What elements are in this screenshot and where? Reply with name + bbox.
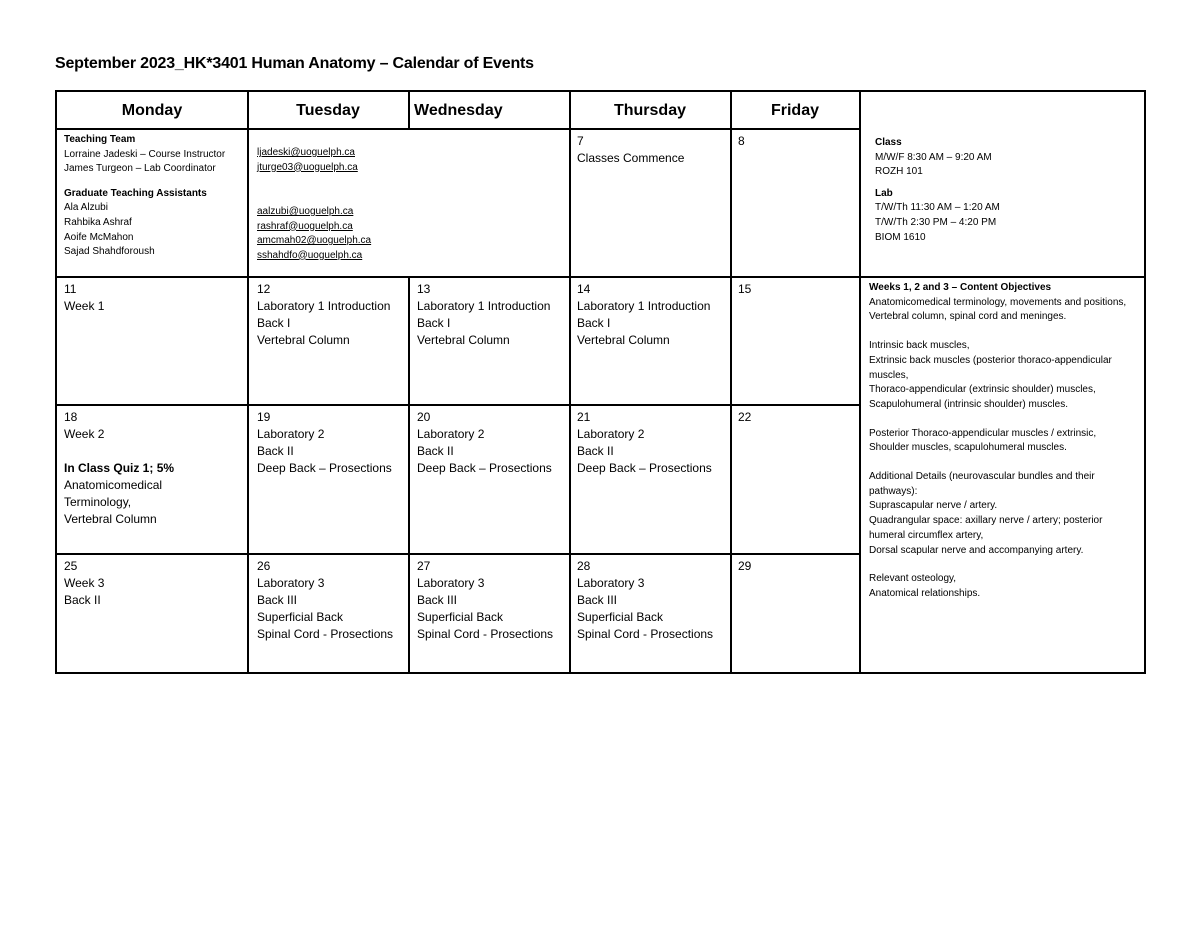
lab-heading: Lab (875, 187, 893, 199)
day-cell (251, 278, 408, 352)
gta-member: Rahbika Ashraf (64, 216, 132, 228)
date-number: 22 (738, 410, 752, 424)
objective-text: Anatomical relationships. (869, 587, 981, 599)
calendar-table (55, 90, 1146, 674)
event-text: Laboratory 1 Introduction (417, 299, 551, 313)
date-number: 14 (577, 282, 591, 296)
email-link[interactable]: jturge03@uoguelph.ca (257, 161, 358, 173)
quiz-text: In Class Quiz 1; 5% (64, 461, 175, 475)
gta-member: Sajad Shahdforoush (64, 246, 155, 258)
objective-text: Dorsal scapular nerve and accompanying artery. (869, 544, 1084, 556)
date-number: 29 (738, 559, 752, 573)
page-title: September 2023_HK*3401 Human Anatomy – Calendar of Events (55, 55, 534, 72)
event-text: Superficial Back (257, 610, 344, 624)
event-text: Laboratory 2 (417, 427, 485, 441)
date-number: 28 (577, 559, 591, 573)
event-text: Laboratory 1 Introduction (577, 299, 711, 313)
event-text: Classes Commence (577, 151, 685, 165)
event-text: Week 1 (64, 299, 105, 313)
event-text: Superficial Back (577, 610, 664, 624)
team-member: James Turgeon – Lab Coordinator (64, 163, 216, 175)
lab-time: T/W/Th 2:30 PM – 4:20 PM (875, 216, 997, 228)
event-text: Deep Back – Prosections (577, 461, 712, 475)
date-number: 12 (257, 282, 271, 296)
event-text: Deep Back – Prosections (417, 461, 552, 475)
team-heading: Teaching Team (64, 134, 136, 145)
event-text: Back II (417, 444, 454, 458)
event-text: Back II (577, 444, 614, 458)
event-text: Terminology, (64, 495, 132, 509)
event-text: Superficial Back (417, 610, 504, 624)
event-text: Vertebral Column (577, 333, 670, 347)
header-monday: Monday (121, 102, 183, 119)
email-link[interactable]: sshahdfo@uoguelph.ca (257, 249, 363, 261)
event-text: Back I (257, 316, 291, 330)
grid-line (730, 92, 732, 672)
objective-text: Quadrangular space: axillary nerve / artery; posterior humeral circumflex artery, (869, 515, 1103, 541)
day-cell (732, 406, 859, 429)
day-cell (732, 130, 859, 153)
event-text: Back III (417, 593, 458, 607)
event-text: Laboratory 2 (577, 427, 645, 441)
event-text: Laboratory 3 (257, 576, 325, 590)
objective-text: Scapulohumeral (intrinsic shoulder) muscles. (869, 398, 1068, 410)
class-heading: Class (875, 137, 902, 148)
date-number: 18 (64, 410, 78, 424)
objective-text: Thoraco-appendicular (extrinsic shoulder) muscles, (869, 384, 1096, 396)
header-tuesday: Tuesday (296, 102, 360, 119)
event-text: Vertebral Column (417, 333, 510, 347)
header-thursday: Thursday (613, 102, 686, 119)
event-text: Spinal Cord - Prosections (417, 627, 554, 641)
gta-member: Aoife McMahon (64, 231, 134, 243)
emails-cell (251, 130, 569, 276)
day-cell (732, 278, 859, 301)
date-number: 7 (577, 134, 584, 148)
event-text: Back I (417, 316, 451, 330)
day-cell (251, 406, 408, 480)
day-cell (411, 278, 569, 352)
gta-member: Ala Alzubi (64, 202, 108, 214)
event-text: Laboratory 3 (417, 576, 485, 590)
event-text: Week 2 (64, 427, 105, 441)
event-text: Spinal Cord - Prosections (577, 627, 714, 641)
event-text: Back II (64, 593, 101, 607)
day-cell (411, 555, 569, 646)
objective-text: Relevant osteology, (869, 573, 957, 585)
event-text: Week 3 (64, 576, 105, 590)
email-link[interactable]: amcmah02@uoguelph.ca (257, 235, 372, 246)
event-text: Anatomicomedical (64, 478, 163, 492)
date-number: 27 (417, 559, 431, 573)
event-text: Spinal Cord - Prosections (257, 627, 394, 641)
objective-text: Shoulder muscles, scapulohumeral muscles. (869, 442, 1067, 454)
email-link[interactable]: rashraf@uoguelph.ca (257, 220, 353, 232)
grid-line (408, 276, 410, 672)
objective-text: Vertebral column, spinal cord and meninges. (869, 311, 1067, 323)
email-link[interactable]: ljadeski@uoguelph.ca (257, 147, 355, 158)
date-number: 15 (738, 282, 752, 296)
content-objectives-cell (861, 278, 1146, 605)
day-cell (251, 555, 408, 646)
date-number: 20 (417, 410, 431, 424)
event-text: Back I (577, 316, 611, 330)
grid-line (247, 92, 249, 672)
objective-text: Additional Details (neurovascular bundles and their pathways): (869, 471, 1095, 497)
event-text: Laboratory 2 (257, 427, 325, 441)
day-cell (58, 555, 247, 612)
event-text: Deep Back – Prosections (257, 461, 392, 475)
event-text: Laboratory 1 Introduction (257, 299, 391, 313)
objective-text: Extrinsic back muscles (posterior thoraco-appendicular muscles, (869, 354, 1112, 381)
event-text: Vertebral Column (64, 512, 157, 526)
team-member: Lorraine Jadeski – Course Instructor (64, 148, 226, 160)
objectives-heading: Weeks 1, 2 and 3 – Content Objectives (869, 282, 1052, 293)
day-cell (571, 555, 730, 646)
date-number: 19 (257, 410, 271, 424)
date-number: 8 (738, 134, 745, 148)
header-wednesday: Wednesday (414, 102, 503, 119)
day-cell (58, 278, 247, 318)
event-text: Back II (257, 444, 294, 458)
date-number: 21 (577, 410, 591, 424)
day-cell (571, 278, 730, 352)
event-text: Back III (577, 593, 618, 607)
teaching-team-cell (58, 130, 247, 276)
day-cell (411, 406, 569, 480)
header-friday: Friday (770, 102, 819, 119)
email-link[interactable]: aalzubi@uoguelph.ca (257, 206, 354, 217)
schedule-info-cell (861, 130, 1146, 248)
objective-text: Suprascapular nerve / artery. (869, 500, 998, 512)
event-text: Laboratory 3 (577, 576, 645, 590)
lab-room: BIOM 1610 (875, 231, 926, 243)
day-cell (732, 555, 859, 578)
date-number: 13 (417, 282, 431, 296)
event-text: Back III (257, 593, 298, 607)
date-number: 25 (64, 559, 78, 573)
class-room: ROZH 101 (875, 166, 923, 178)
date-number: 26 (257, 559, 271, 573)
event-text: Vertebral Column (257, 333, 350, 347)
day-cell (571, 130, 730, 170)
objective-text: Anatomicomedical terminology, movements and positions, (869, 296, 1127, 308)
objective-text: Posterior Thoraco-appendicular muscles / extrinsic, (869, 427, 1097, 439)
class-time: M/W/F 8:30 AM – 9:20 AM (875, 151, 992, 163)
gta-heading: Graduate Teaching Assistants (64, 187, 207, 199)
day-cell (571, 406, 730, 480)
objective-text: Intrinsic back muscles, (869, 340, 970, 352)
date-number: 11 (64, 282, 77, 296)
lab-time: T/W/Th 11:30 AM – 1:20 AM (875, 202, 1000, 214)
day-cell (58, 406, 247, 531)
